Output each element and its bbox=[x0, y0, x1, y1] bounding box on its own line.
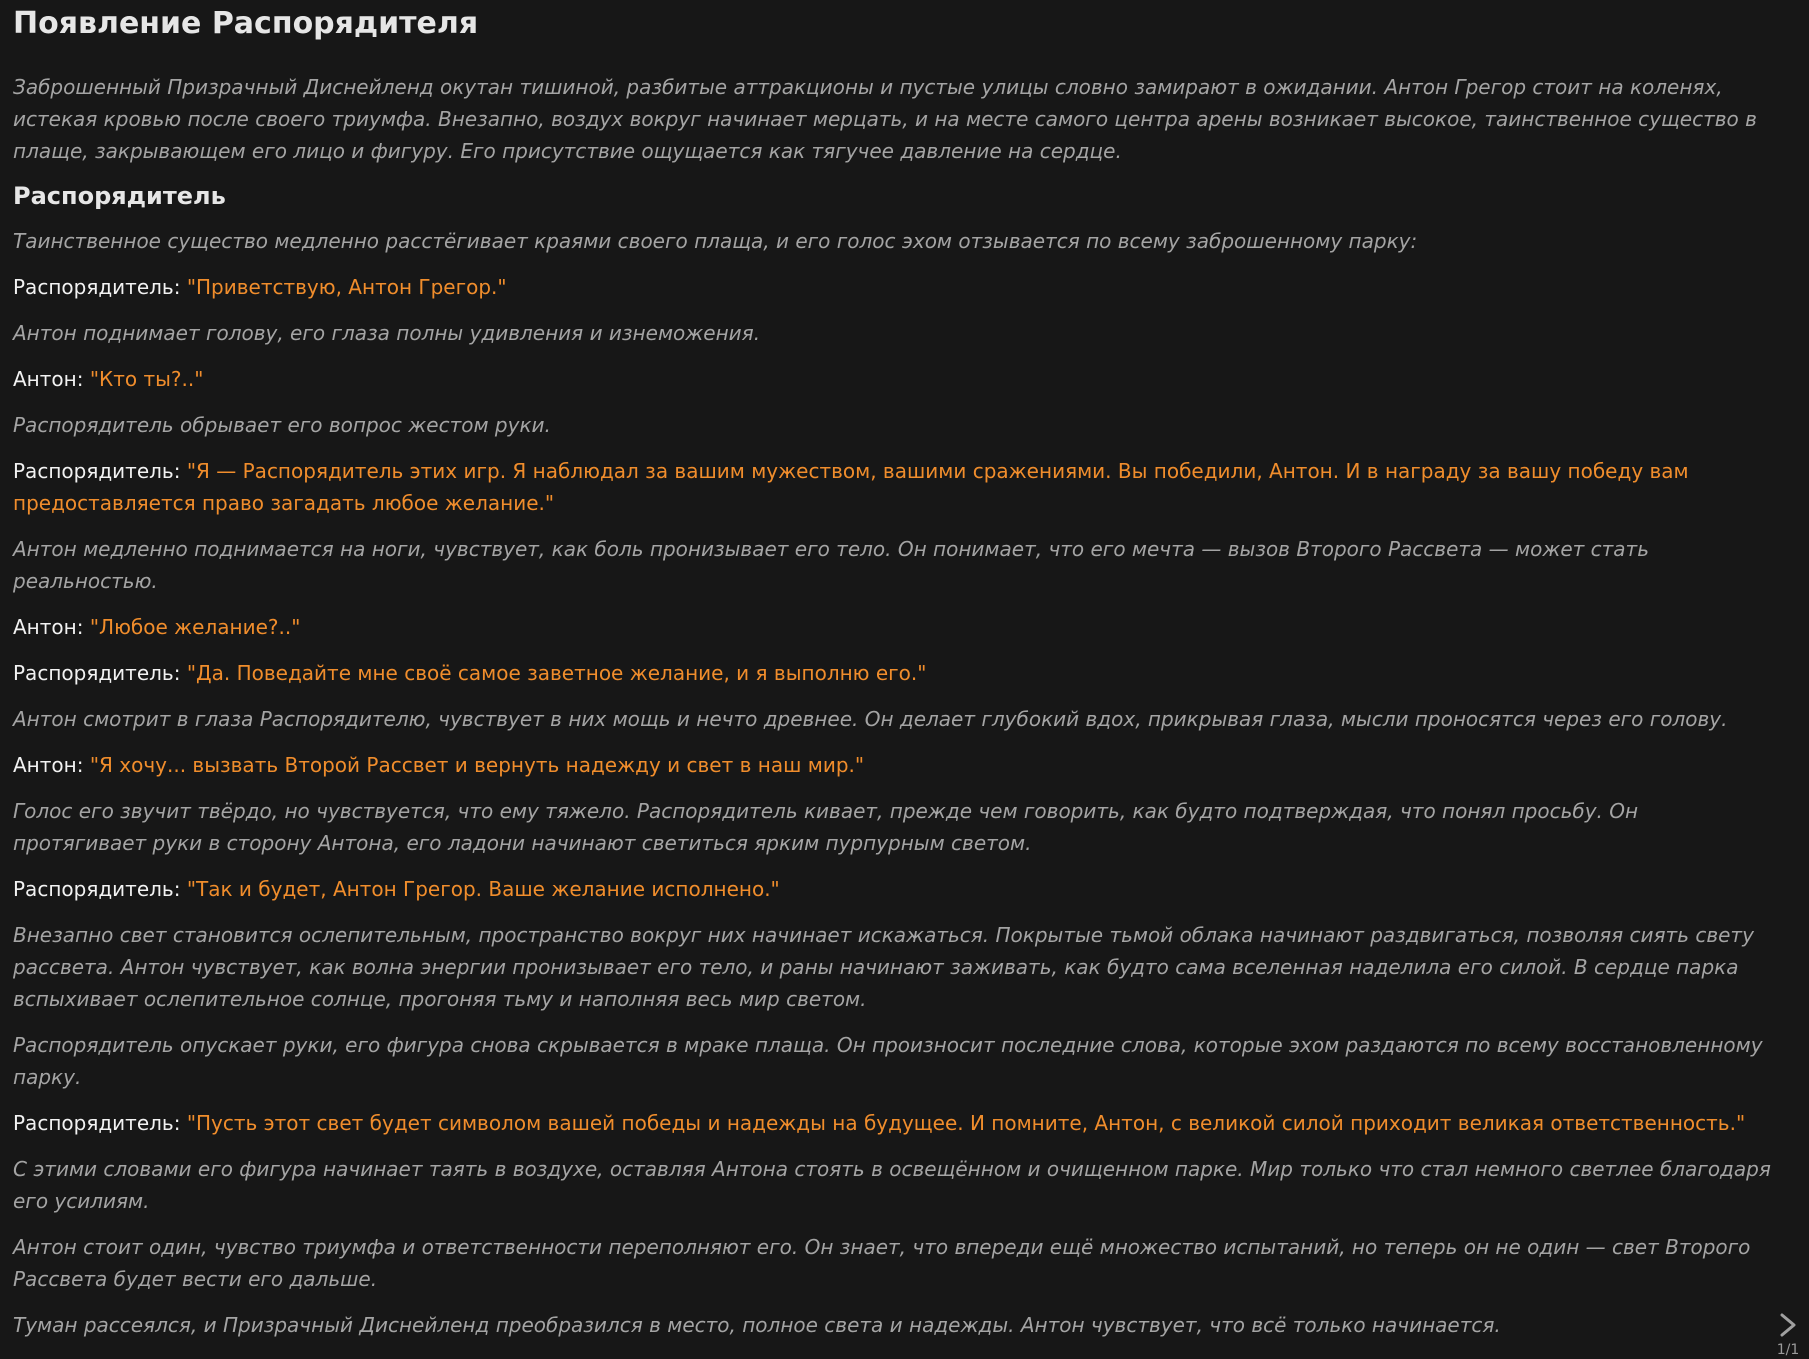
narration-line: Внезапно свет становится ослепительным, пространство вокруг них начинает искажаться. Покрытые тьмой облака начинают раздвигаться, позволяя сиять свету рассвета. Антон чувствует, как волна энергии пронизывает его тело, и раны начинают заживать, как будто сама вселенная наделила его силой. В сердце парка вспыхивает ослепительное солнце, прогоняя тьму и наполняя весь мир светом. bbox=[13, 923, 1754, 1011]
dialogue-quote: "Кто ты?.." bbox=[89, 367, 204, 391]
narration-line: С этими словами его фигура начинает таять в воздухе, оставляя Антона стоять в освещённом и очищенном парке. Мир только что стал немного светлее благодаря его усилиям. bbox=[13, 1157, 1771, 1213]
speaker-name: Распорядитель: bbox=[13, 1111, 181, 1135]
dialogue-quote: "Я — Распорядитель этих игр. Я наблюдал за вашим мужеством, вашими сражениями. Вы победили, Антон. И в награду за вашу победу вам предоставляется право загадать любое желание." bbox=[13, 459, 1689, 515]
dialogue-line bbox=[13, 749, 1773, 781]
dialogue-quote: "Пусть этот свет будет символом вашей победы и надежды на будущее. И помните, Антон, с великой силой приходит великая ответственность." bbox=[186, 1111, 1746, 1135]
speaker-name: Распорядитель: bbox=[13, 459, 181, 483]
dialogue-line bbox=[13, 363, 1773, 395]
speaker-name: Антон: bbox=[13, 367, 84, 391]
page-title: Появление Распорядителя bbox=[13, 6, 479, 41]
narration-line: Таинственное существо медленно расстёгивает краями своего плаща, и его голос эхом отзывается по всему заброшенному парку: bbox=[13, 229, 1418, 253]
narration-line: Туман рассеялся, и Призрачный Диснейленд преобразился в место, полное света и надежды. Антон чувствует, что всё только начинается. bbox=[13, 1313, 1501, 1337]
narration-line: Антон медленно поднимается на ноги, чувствует, как боль пронизывает его тело. Он понимает, что его мечта — вызов Второго Рассвета — может стать реальностью. bbox=[13, 537, 1649, 593]
dialogue-quote: "Так и будет, Антон Грегор. Ваше желание исполнено." bbox=[186, 877, 780, 901]
section-heading: Распорядитель bbox=[13, 182, 226, 210]
dialogue-line bbox=[13, 1107, 1773, 1139]
dialogue-line bbox=[13, 873, 1773, 905]
pagination bbox=[1773, 1309, 1803, 1359]
narration-line: Антон стоит один, чувство триумфа и ответственности переполняют его. Он знает, что впереди ещё множество испытаний, но теперь он не один — свет Второго Рассвета будет вести его дальше. bbox=[13, 1235, 1751, 1291]
dialogue-line bbox=[13, 271, 1773, 303]
speaker-name: Распорядитель: bbox=[13, 275, 181, 299]
dialogue-line bbox=[13, 455, 1773, 519]
dialogue-quote: "Я хочу... вызвать Второй Рассвет и вернуть надежду и свет в наш мир." bbox=[89, 753, 865, 777]
dialogue-quote: "Приветствую, Антон Грегор." bbox=[186, 275, 507, 299]
narration-line: Антон смотрит в глаза Распорядителю, чувствует в них мощь и нечто древнее. Он делает глубокий вдох, прикрывая глаза, мысли проносятся через его голову. bbox=[13, 707, 1728, 731]
narration-line: Антон поднимает голову, его глаза полны удивления и изнеможения. bbox=[13, 321, 761, 345]
speaker-name: Распорядитель: bbox=[13, 877, 181, 901]
narration-line: Распорядитель обрывает его вопрос жестом руки. bbox=[13, 413, 551, 437]
dialogue-line bbox=[13, 611, 1773, 643]
chevron-right-glyph bbox=[1773, 1309, 1803, 1341]
dialogue-quote: "Да. Поведайте мне своё самое заветное желание, и я выполню его." bbox=[186, 661, 927, 685]
dialogue-line bbox=[13, 657, 1773, 689]
story-content bbox=[13, 0, 1773, 1355]
page-count: 1/1 bbox=[1776, 1342, 1800, 1358]
speaker-name: Распорядитель: bbox=[13, 661, 181, 685]
speaker-name: Антон: bbox=[13, 753, 84, 777]
chevron-right-icon[interactable] bbox=[1773, 1309, 1803, 1341]
narration-line: Распорядитель опускает руки, его фигура снова скрывается в мраке плаща. Он произносит последние слова, которые эхом раздаются по всему восстановленному парку. bbox=[13, 1033, 1763, 1089]
speaker-name: Антон: bbox=[13, 615, 84, 639]
narration-line: Голос его звучит твёрдо, но чувствуется, что ему тяжело. Распорядитель кивает, прежде чем говорить, как будто подтверждая, что понял просьбу. Он протягивает руки в сторону Антона, его ладони начинают светиться ярким пурпурным светом. bbox=[13, 799, 1639, 855]
intro-narration: Заброшенный Призрачный Диснейленд окутан тишиной, разбитые аттракционы и пустые улицы словно замирают в ожидании. Антон Грегор стоит на коленях, истекая кровью после своего триумфа. Внезапно, воздух вокруг начинает мерцать, и на месте самого центра арены возникает высокое, таинственное существо в плаще, закрывающем его лицо и фигуру. Его присутствие ощущается как тягучее давление на сердце. bbox=[13, 75, 1757, 163]
dialogue-quote: "Любое желание?.." bbox=[89, 615, 301, 639]
